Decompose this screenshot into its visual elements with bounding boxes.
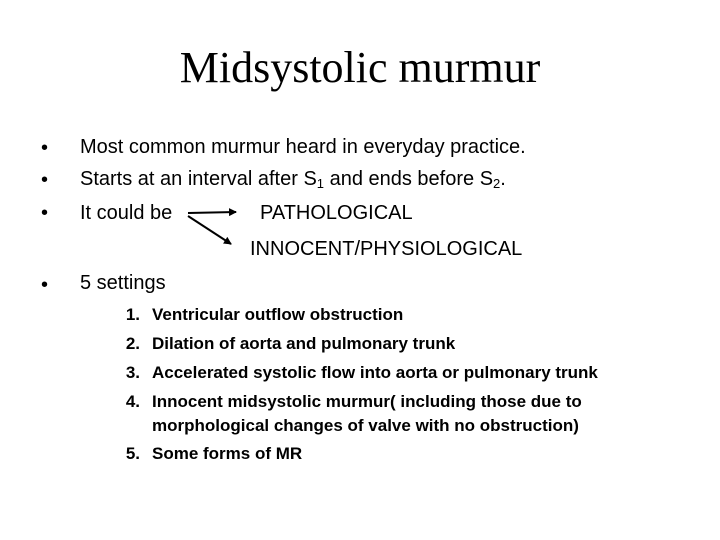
bullet-marker: • [41, 137, 49, 159]
arrow-to-pathological [188, 212, 236, 213]
bullet-marker: • [41, 169, 49, 191]
option-innocent-physiological: INNOCENT/PHYSIOLOGICAL [250, 238, 523, 260]
bullet-item-timing: Starts at an interval after $S_1$ and ends before $S_2$. [80, 168, 506, 191]
list-item-number: 1. [125, 305, 140, 324]
list-item-continuation: morphological changes of valve with no obstruction) [152, 416, 579, 435]
arrow-to-innocent [188, 216, 231, 244]
bullet-marker: • [41, 202, 49, 224]
bullet-item-settings: 5 settings [80, 272, 166, 294]
list-item: Accelerated systolic flow into aorta or pulmonary trunk [152, 363, 598, 382]
list-item-number: 2. [125, 334, 140, 353]
list-item-number: 3. [125, 363, 140, 382]
bullet-item-could-be: It could be [80, 202, 173, 224]
bullet-marker: • [41, 274, 49, 296]
list-item: Some forms of MR [152, 444, 303, 463]
slide-title: Midsystolic murmur [179, 43, 541, 92]
list-item: Dilation of aorta and pulmonary trunk [152, 334, 456, 353]
list-item: Ventricular outflow obstruction [152, 305, 404, 324]
list-item: Innocent midsystolic murmur( including those due to [152, 392, 582, 411]
list-item-number: 5. [125, 444, 140, 463]
option-pathological: PATHOLOGICAL [260, 202, 413, 224]
bullet-item-most-common: Most common murmur heard in everyday practice. [80, 136, 526, 158]
list-item-number: 4. [125, 392, 140, 411]
